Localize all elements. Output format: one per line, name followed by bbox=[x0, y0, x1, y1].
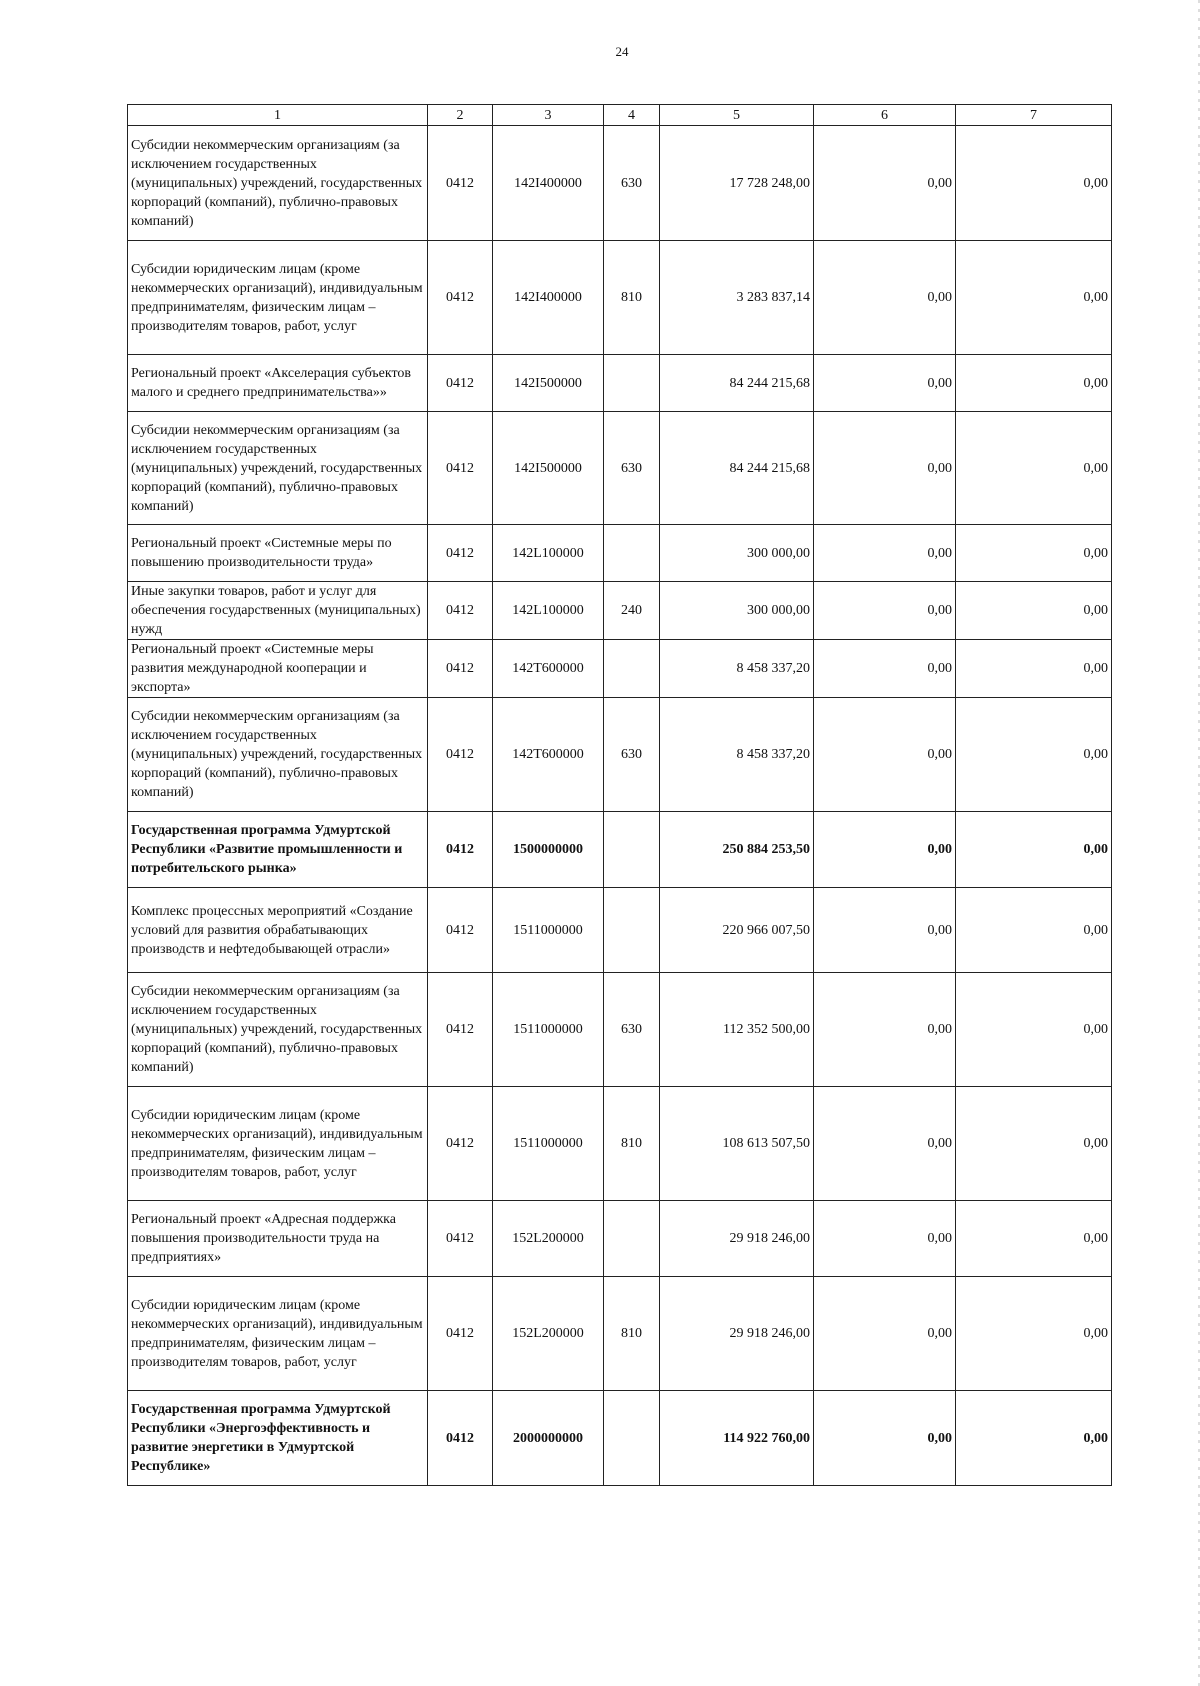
row-expense-type: 810 bbox=[604, 1087, 660, 1201]
row-expense-type bbox=[604, 640, 660, 698]
row-target-code: 142I400000 bbox=[493, 241, 604, 355]
row-name: Государственная программа Удмуртской Республики «Энергоэффективность и развитие энергетики в Удмуртской Республике» bbox=[128, 1391, 428, 1486]
row-expense-type bbox=[604, 1391, 660, 1486]
row-amount: 114 922 760,00 bbox=[660, 1391, 814, 1486]
row-name: Субсидии юридическим лицам (кроме некоммерческих организаций), индивидуальным предпринимателям, физическим лицам – производителям товаров, работ, услуг bbox=[128, 241, 428, 355]
row-name: Субсидии некоммерческим организациям (за исключением государственных (муниципальных) учреждений, государственных корпораций (компаний), публично-правовых компаний) bbox=[128, 698, 428, 812]
row-col6-value: 0,00 bbox=[814, 973, 956, 1087]
row-col6-value: 0,00 bbox=[814, 126, 956, 241]
page-number: 24 bbox=[615, 44, 629, 59]
row-section-code: 0412 bbox=[428, 355, 493, 412]
row-target-code: 142L100000 bbox=[493, 582, 604, 640]
row-target-code: 152L200000 bbox=[493, 1277, 604, 1391]
row-name: Государственная программа Удмуртской Республики «Развитие промышленности и потребительского рынка» bbox=[128, 812, 428, 888]
row-expense-type bbox=[604, 355, 660, 412]
row-section-code: 0412 bbox=[428, 241, 493, 355]
row-section-code: 0412 bbox=[428, 888, 493, 973]
row-section-code: 0412 bbox=[428, 126, 493, 241]
row-amount: 29 918 246,00 bbox=[660, 1201, 814, 1277]
row-amount: 29 918 246,00 bbox=[660, 1277, 814, 1391]
row-col6-value: 0,00 bbox=[814, 525, 956, 582]
row-amount: 84 244 215,68 bbox=[660, 412, 814, 525]
row-col7-value: 0,00 bbox=[956, 412, 1112, 525]
row-section-code: 0412 bbox=[428, 973, 493, 1087]
row-col7-value: 0,00 bbox=[956, 1277, 1112, 1391]
row-amount: 8 458 337,20 bbox=[660, 698, 814, 812]
row-expense-type: 630 bbox=[604, 973, 660, 1087]
row-expense-type bbox=[604, 1201, 660, 1277]
row-section-code: 0412 bbox=[428, 1087, 493, 1201]
row-name: Региональный проект «Акселерация субъектов малого и среднего предпринимательства»» bbox=[128, 355, 428, 412]
header-col-1: 1 bbox=[128, 105, 428, 126]
row-section-code: 0412 bbox=[428, 412, 493, 525]
row-target-code: 142I400000 bbox=[493, 126, 604, 241]
row-name: Субсидии некоммерческим организациям (за исключением государственных (муниципальных) учреждений, государственных корпораций (компаний), публично-правовых компаний) bbox=[128, 126, 428, 241]
row-col7-value: 0,00 bbox=[956, 698, 1112, 812]
row-expense-type: 630 bbox=[604, 698, 660, 812]
row-expense-type bbox=[604, 525, 660, 582]
row-section-code: 0412 bbox=[428, 1391, 493, 1486]
row-target-code: 2000000000 bbox=[493, 1391, 604, 1486]
row-target-code: 1511000000 bbox=[493, 1087, 604, 1201]
row-section-code: 0412 bbox=[428, 1201, 493, 1277]
row-section-code: 0412 bbox=[428, 698, 493, 812]
row-expense-type: 810 bbox=[604, 1277, 660, 1391]
row-col6-value: 0,00 bbox=[814, 1201, 956, 1277]
table-row bbox=[128, 582, 1112, 640]
row-target-code: 142T600000 bbox=[493, 698, 604, 812]
row-target-code: 142I500000 bbox=[493, 412, 604, 525]
row-amount: 17 728 248,00 bbox=[660, 126, 814, 241]
row-amount: 220 966 007,50 bbox=[660, 888, 814, 973]
header-col-5: 5 bbox=[660, 105, 814, 126]
header-col-4: 4 bbox=[604, 105, 660, 126]
row-name: Региональный проект «Системные меры развития международной кооперации и экспорта» bbox=[128, 640, 428, 698]
row-name: Субсидии юридическим лицам (кроме некоммерческих организаций), индивидуальным предпринимателям, физическим лицам – производителям товаров, работ, услуг bbox=[128, 1277, 428, 1391]
row-col7-value: 0,00 bbox=[956, 812, 1112, 888]
row-expense-type: 630 bbox=[604, 412, 660, 525]
row-target-code: 142I500000 bbox=[493, 355, 604, 412]
table-row bbox=[128, 640, 1112, 698]
row-col7-value: 0,00 bbox=[956, 582, 1112, 640]
row-col6-value: 0,00 bbox=[814, 698, 956, 812]
row-expense-type: 630 bbox=[604, 126, 660, 241]
row-col7-value: 0,00 bbox=[956, 1201, 1112, 1277]
table-row bbox=[128, 1087, 1112, 1201]
table-row bbox=[128, 698, 1112, 812]
row-section-code: 0412 bbox=[428, 812, 493, 888]
row-amount: 300 000,00 bbox=[660, 582, 814, 640]
row-target-code: 1500000000 bbox=[493, 812, 604, 888]
budget-table bbox=[127, 104, 1112, 1486]
row-section-code: 0412 bbox=[428, 1277, 493, 1391]
row-col7-value: 0,00 bbox=[956, 640, 1112, 698]
table-row bbox=[128, 525, 1112, 582]
row-col7-value: 0,00 bbox=[956, 1391, 1112, 1486]
row-col7-value: 0,00 bbox=[956, 355, 1112, 412]
row-col6-value: 0,00 bbox=[814, 640, 956, 698]
table-body bbox=[128, 126, 1112, 1486]
row-col6-value: 0,00 bbox=[814, 355, 956, 412]
table-row bbox=[128, 355, 1112, 412]
row-target-code: 142L100000 bbox=[493, 525, 604, 582]
row-target-code: 152L200000 bbox=[493, 1201, 604, 1277]
table-row bbox=[128, 1277, 1112, 1391]
row-col7-value: 0,00 bbox=[956, 1087, 1112, 1201]
row-col6-value: 0,00 bbox=[814, 812, 956, 888]
table-row bbox=[128, 812, 1112, 888]
row-name: Комплекс процессных мероприятий «Создание условий для развития обрабатывающих производств и нефтедобывающей отрасли» bbox=[128, 888, 428, 973]
row-section-code: 0412 bbox=[428, 582, 493, 640]
row-section-code: 0412 bbox=[428, 525, 493, 582]
row-amount: 250 884 253,50 bbox=[660, 812, 814, 888]
row-amount: 300 000,00 bbox=[660, 525, 814, 582]
row-col6-value: 0,00 bbox=[814, 1391, 956, 1486]
table-row bbox=[128, 126, 1112, 241]
row-target-code: 1511000000 bbox=[493, 888, 604, 973]
header-col-3: 3 bbox=[493, 105, 604, 126]
header-col-6: 6 bbox=[814, 105, 956, 126]
table-row bbox=[128, 241, 1112, 355]
row-amount: 108 613 507,50 bbox=[660, 1087, 814, 1201]
row-name: Субсидии юридическим лицам (кроме некоммерческих организаций), индивидуальным предпринимателям, физическим лицам – производителям товаров, работ, услуг bbox=[128, 1087, 428, 1201]
row-expense-type bbox=[604, 888, 660, 973]
row-target-code: 142T600000 bbox=[493, 640, 604, 698]
table-row bbox=[128, 973, 1112, 1087]
table-row bbox=[128, 412, 1112, 525]
row-target-code: 1511000000 bbox=[493, 973, 604, 1087]
row-col6-value: 0,00 bbox=[814, 241, 956, 355]
row-amount: 112 352 500,00 bbox=[660, 973, 814, 1087]
row-col6-value: 0,00 bbox=[814, 1087, 956, 1201]
table-row bbox=[128, 888, 1112, 973]
row-name: Субсидии некоммерческим организациям (за исключением государственных (муниципальных) учреждений, государственных корпораций (компаний), публично-правовых компаний) bbox=[128, 412, 428, 525]
row-col7-value: 0,00 bbox=[956, 525, 1112, 582]
header-col-2: 2 bbox=[428, 105, 493, 126]
row-name: Региональный проект «Адресная поддержка повышения производительности труда на предприятиях» bbox=[128, 1201, 428, 1277]
row-col6-value: 0,00 bbox=[814, 888, 956, 973]
row-expense-type: 240 bbox=[604, 582, 660, 640]
row-col6-value: 0,00 bbox=[814, 1277, 956, 1391]
row-expense-type: 810 bbox=[604, 241, 660, 355]
row-section-code: 0412 bbox=[428, 640, 493, 698]
row-col7-value: 0,00 bbox=[956, 241, 1112, 355]
table-row bbox=[128, 1391, 1112, 1486]
row-expense-type bbox=[604, 812, 660, 888]
row-col7-value: 0,00 bbox=[956, 126, 1112, 241]
row-col7-value: 0,00 bbox=[956, 888, 1112, 973]
row-name: Иные закупки товаров, работ и услуг для обеспечения государственных (муниципальных) нужд bbox=[128, 582, 428, 640]
row-name: Субсидии некоммерческим организациям (за исключением государственных (муниципальных) учреждений, государственных корпораций (компаний), публично-правовых компаний) bbox=[128, 973, 428, 1087]
row-amount: 3 283 837,14 bbox=[660, 241, 814, 355]
header-col-7: 7 bbox=[956, 105, 1112, 126]
row-col6-value: 0,00 bbox=[814, 582, 956, 640]
row-name: Региональный проект «Системные меры по повышению производительности труда» bbox=[128, 525, 428, 582]
header-row bbox=[128, 105, 1112, 126]
row-col6-value: 0,00 bbox=[814, 412, 956, 525]
row-amount: 84 244 215,68 bbox=[660, 355, 814, 412]
table-row bbox=[128, 1201, 1112, 1277]
row-col7-value: 0,00 bbox=[956, 973, 1112, 1087]
row-amount: 8 458 337,20 bbox=[660, 640, 814, 698]
